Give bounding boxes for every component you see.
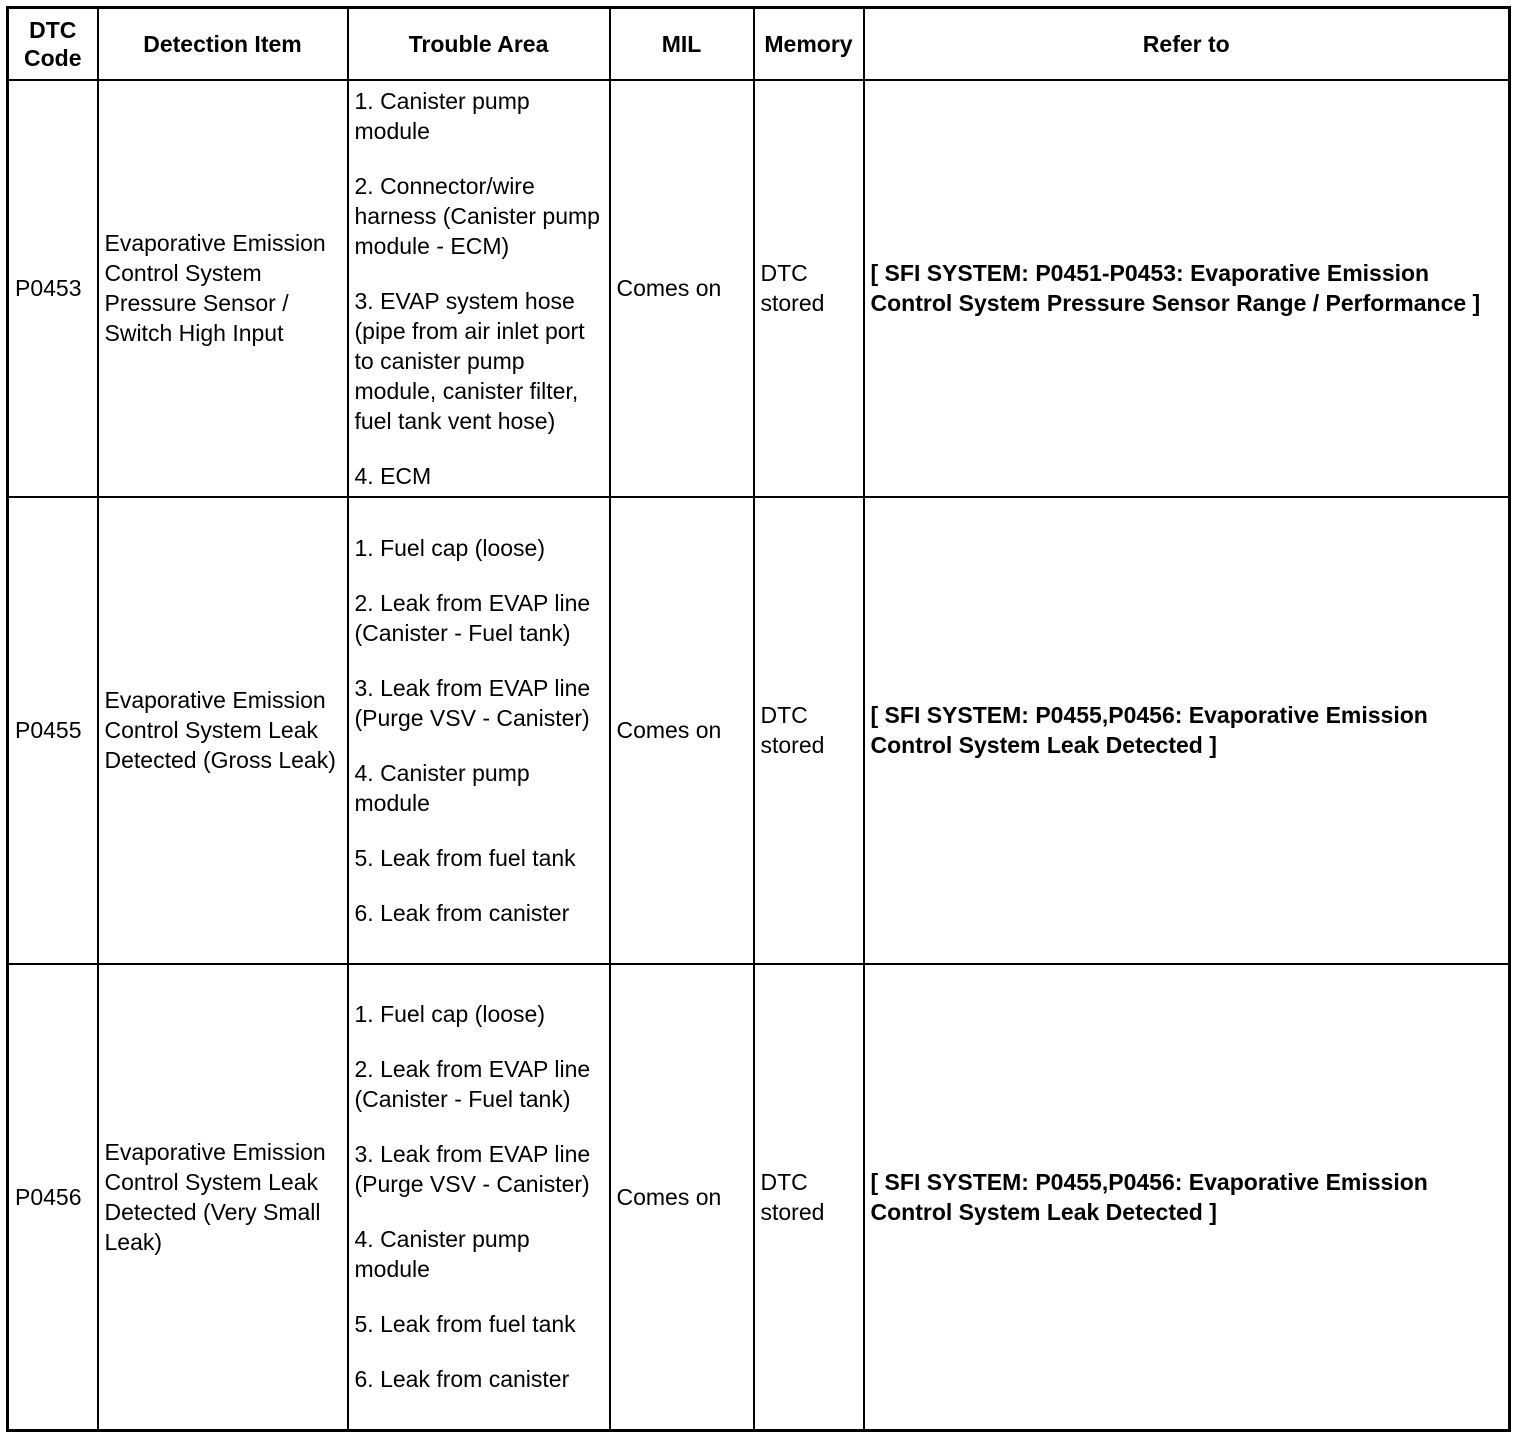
trouble-area-item: 1. Fuel cap (loose)	[354, 1001, 545, 1028]
refer-to-link[interactable]: [ SFI SYSTEM: P0455,P0456: Evaporative Emission Control System Leak Detected ]	[864, 964, 1510, 1431]
trouble-area-item: 4. Canister pump module	[354, 759, 530, 816]
dtc-code-cell: P0453	[8, 80, 98, 497]
header-detection-item: Detection Item	[98, 8, 348, 80]
trouble-area-list	[355, 533, 603, 928]
trouble-area-item: 5. Leak from fuel tank	[354, 1311, 576, 1338]
dtc-code-cell: P0455	[8, 497, 98, 964]
trouble-area-item: 1. Fuel cap (loose)	[354, 534, 545, 561]
header-trouble-area: Trouble Area	[348, 8, 610, 80]
memory-cell: DTC stored	[754, 964, 864, 1431]
mil-cell: Comes on	[610, 964, 754, 1431]
trouble-area-item: 3. Leak from EVAP line (Purge VSV - Canister)	[354, 674, 591, 731]
trouble-area-item: 6. Leak from canister	[354, 1366, 570, 1393]
trouble-area-item: 2. Leak from EVAP line (Canister - Fuel tank)	[354, 1056, 591, 1113]
header-memory: Memory	[754, 8, 864, 80]
trouble-area-item: 4. ECM	[354, 462, 432, 489]
trouble-area-item: 3. Leak from EVAP line (Purge VSV - Canister)	[354, 1141, 591, 1198]
trouble-area-item: 2. Connector/wire harness (Canister pump module - ECM)	[354, 172, 600, 259]
trouble-area-item: 2. Leak from EVAP line (Canister - Fuel tank)	[354, 589, 591, 646]
trouble-area-cell	[348, 497, 610, 964]
memory-cell: DTC stored	[754, 497, 864, 964]
table-row	[8, 497, 1510, 964]
memory-cell: DTC stored	[754, 80, 864, 497]
mil-cell: Comes on	[610, 497, 754, 964]
header-dtc-code: DTC Code	[8, 8, 98, 80]
header-refer-to: Refer to	[864, 8, 1510, 80]
trouble-area-item: 1. Canister pump module	[354, 87, 530, 144]
dtc-table	[6, 6, 1511, 1432]
trouble-area-item: 6. Leak from canister	[354, 899, 570, 926]
header-row	[8, 8, 1510, 80]
table-row	[8, 964, 1510, 1431]
trouble-area-item: 5. Leak from fuel tank	[354, 844, 576, 871]
header-mil: MIL	[610, 8, 754, 80]
trouble-area-cell	[348, 80, 610, 497]
detection-item-cell: Evaporative Emission Control System Pressure Sensor / Switch High Input	[98, 80, 348, 497]
trouble-area-item: 3. EVAP system hose (pipe from air inlet port to canister pump module, canister filter, fuel tank vent hose)	[354, 287, 585, 434]
trouble-area-list	[355, 86, 603, 491]
refer-to-link[interactable]: [ SFI SYSTEM: P0451-P0453: Evaporative Emission Control System Pressure Sensor Range / Performance ]	[864, 80, 1510, 497]
mil-cell: Comes on	[610, 80, 754, 497]
detection-item-cell: Evaporative Emission Control System Leak Detected (Very Small Leak)	[98, 964, 348, 1431]
trouble-area-item: 4. Canister pump module	[354, 1226, 530, 1283]
detection-item-cell: Evaporative Emission Control System Leak Detected (Gross Leak)	[98, 497, 348, 964]
table-row	[8, 80, 1510, 497]
trouble-area-list	[355, 999, 603, 1394]
trouble-area-cell	[348, 964, 610, 1431]
refer-to-link[interactable]: [ SFI SYSTEM: P0455,P0456: Evaporative Emission Control System Leak Detected ]	[864, 497, 1510, 964]
dtc-code-cell: P0456	[8, 964, 98, 1431]
